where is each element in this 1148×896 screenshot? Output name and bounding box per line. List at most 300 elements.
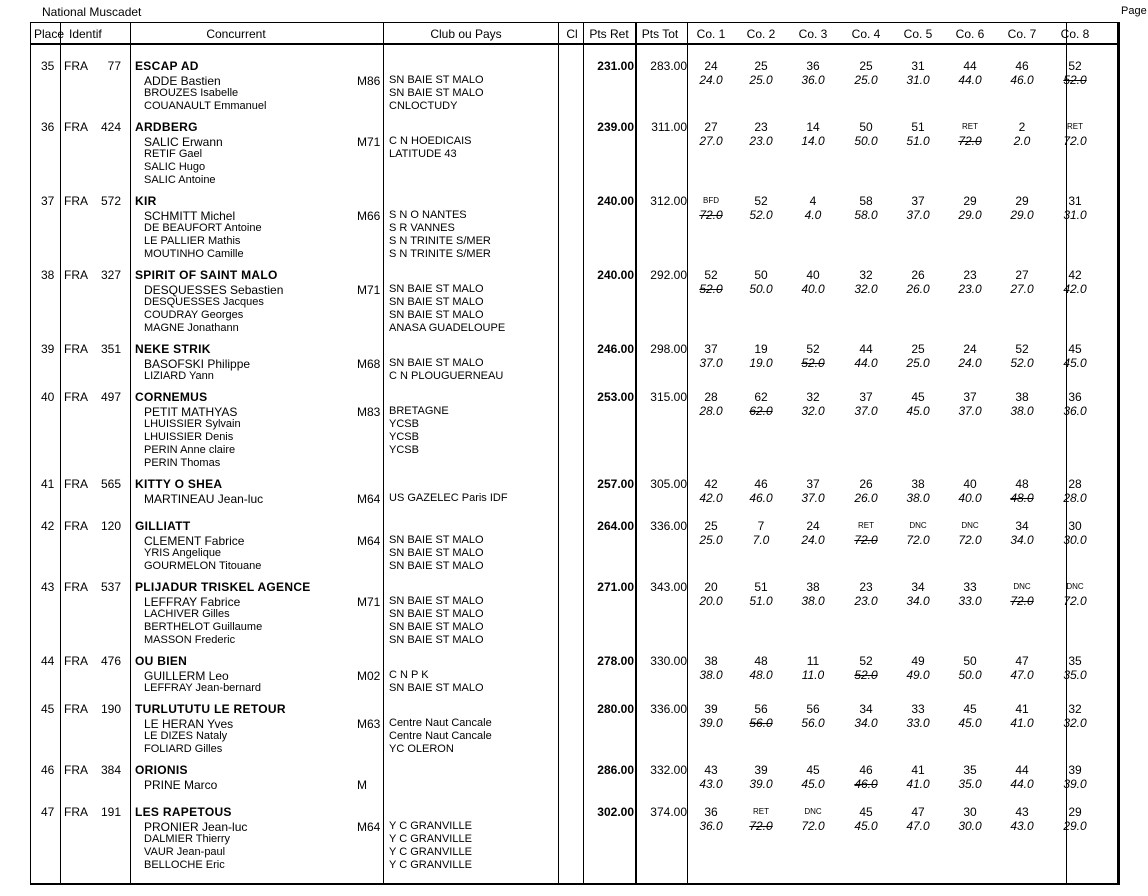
club-name: SN BAIE ST MALO — [389, 357, 484, 369]
club-name: YCSB — [389, 444, 419, 456]
boat-name: SPIRIT OF SAINT MALO — [135, 268, 278, 282]
course-place: 25 — [911, 342, 925, 356]
column-divider — [130, 23, 131, 883]
place-number: 46 — [41, 763, 55, 777]
course-place: 52 — [754, 194, 768, 208]
age-category: M86 — [357, 74, 381, 88]
club-name: SN BAIE ST MALO — [389, 309, 484, 321]
course-points: 46.0 — [749, 491, 773, 505]
course-points: 24.0 — [958, 356, 982, 370]
discarded-points: 72.0 — [699, 208, 723, 222]
discarded-points: 72.0 — [958, 134, 982, 148]
course-score — [950, 342, 990, 370]
results-table — [30, 22, 1120, 885]
nationality: FRA — [64, 519, 88, 533]
course-points: 38.0 — [699, 668, 723, 682]
course-score — [846, 194, 886, 222]
course-place: 25 — [704, 519, 718, 533]
col-pts-tot: Pts Tot — [641, 27, 679, 41]
course-place: 43 — [1015, 805, 1029, 819]
course-place: 56 — [806, 702, 820, 716]
sail-number: 384 — [101, 763, 122, 777]
course-score — [846, 477, 886, 505]
course-place: 30 — [1068, 519, 1082, 533]
course-score — [741, 654, 781, 682]
club-name: CNLOCTUDY — [389, 100, 458, 112]
crew-member: CLEMENT Fabrice — [144, 534, 245, 548]
course-points: 27.0 — [1010, 282, 1034, 296]
course-score — [950, 390, 990, 418]
crew-member: SALIC Hugo — [144, 161, 206, 173]
course-score — [898, 805, 938, 833]
course-points: 56.0 — [801, 716, 825, 730]
points-total: 312.00 — [650, 194, 687, 208]
course-points: 45.0 — [854, 819, 878, 833]
course-points: 45.0 — [958, 716, 982, 730]
discarded-points: 72.0 — [749, 819, 773, 833]
course-place: 45 — [859, 805, 873, 819]
course-points: 40.0 — [801, 282, 825, 296]
sail-number: 191 — [101, 805, 122, 819]
points-retained: 278.00 — [597, 654, 634, 668]
course-place: 20 — [704, 580, 718, 594]
crew-member: MASSON Frederic — [144, 634, 236, 646]
course-place: 45 — [963, 702, 977, 716]
col-cl: Cl — [566, 27, 578, 41]
course-place: 42 — [1068, 268, 1082, 282]
crew-member: LHUISSIER Denis — [144, 431, 234, 443]
nationality: FRA — [64, 702, 88, 716]
course-points: 38.0 — [801, 594, 825, 608]
course-score — [793, 763, 833, 791]
course-points: 29.0 — [1063, 819, 1087, 833]
course-place: 37 — [963, 390, 977, 404]
course-place: 45 — [1068, 342, 1082, 356]
place-number: 41 — [41, 477, 55, 491]
course-score — [691, 342, 731, 370]
course-place: 14 — [806, 120, 820, 134]
course-score — [1002, 59, 1042, 87]
place-number: 47 — [41, 805, 55, 819]
course-score — [846, 805, 886, 833]
course-place: 51 — [754, 580, 768, 594]
club-name: S N O NANTES — [389, 209, 467, 221]
nationality: FRA — [64, 342, 88, 356]
crew-member: BELLOCHE Eric — [144, 859, 225, 871]
course-place: 36 — [1068, 390, 1082, 404]
course-points: 34.0 — [1010, 533, 1034, 547]
club-name: Y C GRANVILLE — [389, 846, 472, 858]
course-points: 37.0 — [958, 404, 982, 418]
page-label: Page — [1121, 5, 1147, 17]
course-place: 41 — [911, 763, 925, 777]
age-category: M02 — [357, 669, 381, 683]
course-score — [793, 702, 833, 730]
course-points: 46.0 — [1010, 73, 1034, 87]
course-score — [741, 763, 781, 791]
course-place: RET — [1067, 122, 1083, 131]
crew-member: GUILLERM Leo — [144, 669, 229, 683]
place-number: 43 — [41, 580, 55, 594]
course-score — [898, 120, 938, 148]
points-retained: 231.00 — [597, 59, 634, 73]
course-score — [1002, 805, 1042, 833]
col-course-2: Co. 2 — [746, 27, 776, 41]
course-score — [1055, 519, 1095, 547]
crew-member: BASOFSKI Philippe — [144, 357, 251, 371]
course-points: 32.0 — [801, 404, 825, 418]
course-points: 34.0 — [906, 594, 930, 608]
course-points: 32.0 — [854, 282, 878, 296]
crew-member: BROUZES Isabelle — [144, 87, 239, 99]
course-points: 24.0 — [801, 533, 825, 547]
course-place: BFD — [703, 196, 719, 205]
course-score — [741, 805, 781, 833]
course-score — [898, 390, 938, 418]
column-divider — [687, 23, 688, 883]
col-course-3: Co. 3 — [798, 27, 828, 41]
course-place: 31 — [911, 59, 925, 73]
crew-member: SALIC Antoine — [144, 174, 216, 186]
course-score — [793, 194, 833, 222]
course-score — [691, 390, 731, 418]
course-points: 72.0 — [801, 819, 825, 833]
crew-member: DESQUESSES Sebastien — [144, 283, 284, 297]
course-place: 25 — [859, 59, 873, 73]
club-name: YCSB — [389, 418, 419, 430]
course-place: 52 — [704, 268, 718, 282]
course-score — [1002, 763, 1042, 791]
course-score — [741, 390, 781, 418]
course-score — [741, 120, 781, 148]
crew-member: SCHMITT Michel — [144, 209, 236, 223]
nationality: FRA — [64, 120, 88, 134]
col-identif: Identif — [69, 27, 102, 41]
course-place: 37 — [704, 342, 718, 356]
crew-member: LE PALLIER Mathis — [144, 235, 241, 247]
course-score — [950, 120, 990, 148]
course-score — [950, 268, 990, 296]
crew-member: BERTHELOT Guillaume — [144, 621, 263, 633]
course-points: 47.0 — [1010, 668, 1034, 682]
course-points: 23.0 — [749, 134, 773, 148]
course-points: 24.0 — [699, 73, 723, 87]
course-points: 42.0 — [1063, 282, 1087, 296]
club-name: C N PLOUGUERNEAU — [389, 370, 504, 382]
course-points: 19.0 — [749, 356, 773, 370]
course-place: 38 — [806, 580, 820, 594]
course-place: 39 — [704, 702, 718, 716]
course-place: 52 — [806, 342, 820, 356]
course-points: 36.0 — [699, 819, 723, 833]
club-name: LATITUDE 43 — [389, 148, 457, 160]
club-name: SN BAIE ST MALO — [389, 608, 484, 620]
course-score — [1055, 194, 1095, 222]
course-score — [898, 654, 938, 682]
course-place: 25 — [754, 59, 768, 73]
course-score — [1055, 477, 1095, 505]
course-points: 39.0 — [749, 777, 773, 791]
course-score — [1002, 519, 1042, 547]
course-points: 58.0 — [854, 208, 878, 222]
course-place: 29 — [963, 194, 977, 208]
club-name: SN BAIE ST MALO — [389, 634, 484, 646]
course-place: 58 — [859, 194, 873, 208]
course-score — [1002, 702, 1042, 730]
course-place: 11 — [806, 654, 820, 668]
course-place: 52 — [1015, 342, 1029, 356]
course-score — [1055, 763, 1095, 791]
place-number: 38 — [41, 268, 55, 282]
course-points: 14.0 — [801, 134, 825, 148]
course-place: 50 — [754, 268, 768, 282]
sail-number: 476 — [101, 654, 122, 668]
age-category: M66 — [357, 209, 381, 223]
course-place: 35 — [1068, 654, 1082, 668]
crew-member: PRONIER Jean-luc — [144, 820, 248, 834]
course-score — [846, 268, 886, 296]
course-place: 39 — [1068, 763, 1082, 777]
boat-name: GILLIATT — [135, 519, 191, 533]
course-score — [846, 702, 886, 730]
col-course-7: Co. 7 — [1007, 27, 1037, 41]
points-retained: 239.00 — [597, 120, 634, 134]
course-place: 26 — [911, 268, 925, 282]
course-score — [950, 59, 990, 87]
col-course-1: Co. 1 — [696, 27, 726, 41]
course-score — [1055, 59, 1095, 87]
place-number: 39 — [41, 342, 55, 356]
crew-member: MAGNE Jonathann — [144, 322, 239, 334]
boat-name: CORNEMUS — [135, 390, 208, 404]
course-place: DNC — [1013, 582, 1031, 591]
course-place: 41 — [1015, 702, 1029, 716]
nationality: FRA — [64, 477, 88, 491]
course-place: 29 — [1068, 805, 1082, 819]
course-points: 47.0 — [906, 819, 930, 833]
course-score — [846, 59, 886, 87]
course-place: 32 — [1068, 702, 1082, 716]
course-score — [691, 120, 731, 148]
course-place: 48 — [1015, 477, 1029, 491]
points-total: 336.00 — [650, 519, 687, 533]
course-points: 39.0 — [699, 716, 723, 730]
course-score — [741, 702, 781, 730]
course-points: 38.0 — [1010, 404, 1034, 418]
club-name: Y C GRANVILLE — [389, 820, 472, 832]
points-retained: 264.00 — [597, 519, 634, 533]
crew-member: VAUR Jean-paul — [144, 846, 226, 858]
age-category: M71 — [357, 283, 381, 297]
course-points: 49.0 — [906, 668, 930, 682]
crew-member: LACHIVER Gilles — [144, 608, 230, 620]
course-points: 45.0 — [1063, 356, 1087, 370]
col-concurrent: Concurrent — [206, 27, 266, 41]
club-name: Centre Naut Cancale — [389, 717, 492, 729]
course-place: 4 — [809, 194, 817, 208]
nationality: FRA — [64, 268, 88, 282]
sail-number: 351 — [101, 342, 122, 356]
course-score — [950, 654, 990, 682]
course-points: 40.0 — [958, 491, 982, 505]
discarded-points: 52.0 — [801, 356, 825, 370]
course-score — [793, 268, 833, 296]
column-divider — [558, 23, 559, 883]
boat-name: KITTY O SHEA — [135, 477, 223, 491]
course-place: 32 — [859, 268, 873, 282]
club-name: SN BAIE ST MALO — [389, 595, 484, 607]
course-score — [898, 702, 938, 730]
age-category: M64 — [357, 820, 381, 834]
course-place: 30 — [963, 805, 977, 819]
course-score — [1055, 342, 1095, 370]
column-divider — [60, 23, 61, 883]
course-score — [793, 120, 833, 148]
course-place: 34 — [1015, 519, 1029, 533]
course-score — [898, 268, 938, 296]
points-total: 330.00 — [650, 654, 687, 668]
course-points: 25.0 — [854, 73, 878, 87]
col-place: Place — [34, 27, 65, 41]
course-score — [950, 194, 990, 222]
course-score — [691, 654, 731, 682]
course-score — [898, 763, 938, 791]
course-score — [1002, 194, 1042, 222]
course-score — [793, 654, 833, 682]
points-retained: 302.00 — [597, 805, 634, 819]
course-place: 23 — [859, 580, 873, 594]
crew-member: RETIF Gael — [144, 148, 203, 160]
discarded-points: 62.0 — [749, 404, 773, 418]
club-name: SN BAIE ST MALO — [389, 547, 484, 559]
course-points: 37.0 — [854, 404, 878, 418]
course-place: 51 — [911, 120, 925, 134]
course-score — [691, 580, 731, 608]
club-name: C N HOEDICAIS — [389, 135, 472, 147]
course-points: 35.0 — [958, 777, 982, 791]
place-number: 36 — [41, 120, 55, 134]
course-place: 38 — [911, 477, 925, 491]
course-points: 44.0 — [854, 356, 878, 370]
course-points: 50.0 — [958, 668, 982, 682]
boat-name: KIR — [135, 194, 157, 208]
crew-member: MOUTINHO Camille — [144, 248, 244, 260]
crew-member: MARTINEAU Jean-luc — [144, 492, 264, 506]
course-points: 72.0 — [1063, 134, 1087, 148]
course-points: 30.0 — [1063, 533, 1087, 547]
discarded-points: 72.0 — [1010, 594, 1034, 608]
boat-name: LES RAPETOUS — [135, 805, 232, 819]
nationality: FRA — [64, 580, 88, 594]
course-place: 36 — [704, 805, 718, 819]
course-score — [1055, 120, 1095, 148]
course-points: 44.0 — [1010, 777, 1034, 791]
course-score — [793, 342, 833, 370]
course-score — [846, 763, 886, 791]
crew-member: YRIS Angelique — [144, 547, 222, 559]
course-score — [691, 763, 731, 791]
course-score — [793, 390, 833, 418]
course-place: 7 — [757, 519, 765, 533]
age-category: M — [357, 778, 367, 792]
points-total: 298.00 — [650, 342, 687, 356]
course-points: 11.0 — [801, 668, 825, 682]
points-retained: 257.00 — [597, 477, 634, 491]
crew-member: PRINE Marco — [144, 778, 218, 792]
club-name: SN BAIE ST MALO — [389, 296, 484, 308]
course-score — [1002, 654, 1042, 682]
points-retained: 240.00 — [597, 268, 634, 282]
crew-member: DE BEAUFORT Antoine — [144, 222, 262, 234]
course-score — [741, 342, 781, 370]
nationality: FRA — [64, 805, 88, 819]
course-score — [846, 342, 886, 370]
nationality: FRA — [64, 59, 88, 73]
course-points: 25.0 — [699, 533, 723, 547]
course-points: 50.0 — [749, 282, 773, 296]
course-place: 36 — [806, 59, 820, 73]
course-score — [898, 59, 938, 87]
discarded-points: 52.0 — [699, 282, 723, 296]
course-points: 37.0 — [699, 356, 723, 370]
course-score — [950, 805, 990, 833]
course-points: 38.0 — [906, 491, 930, 505]
crew-member: PETIT MATHYAS — [144, 405, 238, 419]
discarded-points: 72.0 — [854, 533, 878, 547]
course-points: 26.0 — [906, 282, 930, 296]
course-place: 2 — [1018, 120, 1026, 134]
course-points: 44.0 — [958, 73, 982, 87]
course-points: 51.0 — [906, 134, 930, 148]
course-points: 30.0 — [958, 819, 982, 833]
course-points: 23.0 — [958, 282, 982, 296]
course-points: 43.0 — [1010, 819, 1034, 833]
course-score — [950, 477, 990, 505]
course-place: DNC — [961, 521, 979, 530]
sail-number: 565 — [101, 477, 122, 491]
course-score — [1055, 654, 1095, 682]
points-retained: 271.00 — [597, 580, 634, 594]
club-name: SN BAIE ST MALO — [389, 74, 484, 86]
col-course-8: Co. 8 — [1060, 27, 1090, 41]
course-points: 2.0 — [1013, 134, 1031, 148]
course-place: 23 — [963, 268, 977, 282]
course-score — [691, 194, 731, 222]
course-place: 37 — [806, 477, 820, 491]
course-score — [741, 194, 781, 222]
course-points: 41.0 — [1010, 716, 1034, 730]
course-place: 38 — [1015, 390, 1029, 404]
course-score — [691, 59, 731, 87]
course-score — [793, 805, 833, 833]
club-name: SN BAIE ST MALO — [389, 87, 484, 99]
discarded-points: 52.0 — [854, 668, 878, 682]
course-score — [1002, 580, 1042, 608]
course-place: 26 — [859, 477, 873, 491]
club-name: YCSB — [389, 431, 419, 443]
club-name: Centre Naut Cancale — [389, 730, 492, 742]
course-score — [1002, 342, 1042, 370]
course-points: 29.0 — [958, 208, 982, 222]
course-place: 46 — [859, 763, 873, 777]
course-score — [1055, 702, 1095, 730]
course-score — [846, 390, 886, 418]
course-points: 45.0 — [801, 777, 825, 791]
course-place: 32 — [806, 390, 820, 404]
course-place: 39 — [754, 763, 768, 777]
course-points: 31.0 — [906, 73, 930, 87]
col-course-5: Co. 5 — [903, 27, 933, 41]
